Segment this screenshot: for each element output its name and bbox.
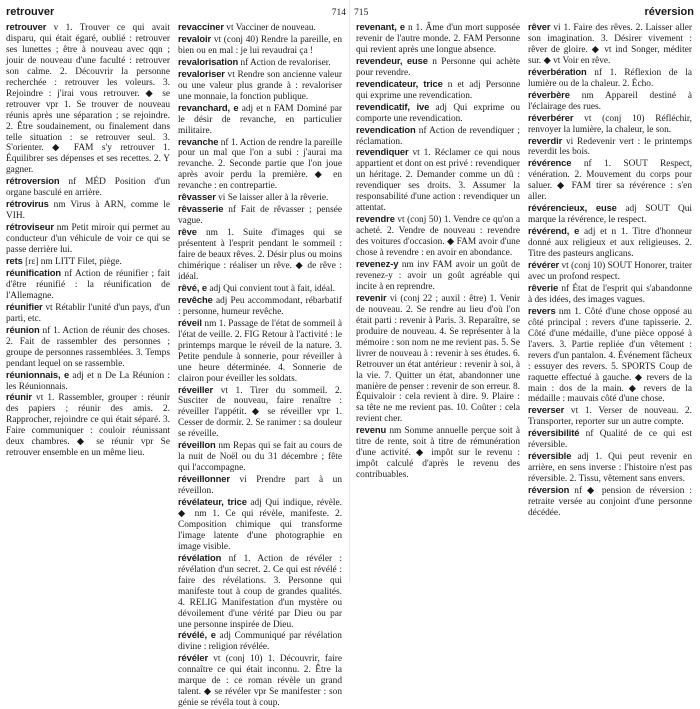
dictionary-entry — [6, 302, 170, 325]
dictionary-entry — [178, 137, 342, 193]
entry-headword: réveil — [178, 316, 202, 328]
entry-definition: nm inv FAM avoir un goût de revenez-y : avoir un goût agréable qui incite à en reprendre. — [356, 260, 520, 292]
right-page-header — [354, 6, 694, 20]
entry-definition: adj Peu accommodant, rébarbatif : personne, humeur revêche. — [178, 295, 342, 317]
entry-headword: rêvé, e — [178, 281, 208, 293]
dictionary-entry — [6, 268, 170, 302]
dictionary-entry — [178, 497, 342, 553]
entry-definition: vi (conj 22 ; auxil : être) 1. Venir de nouveau. 2. Se rendre au lieu d'où l'on était parti : revenir à Paris. 3. Reparaître, se produire de nouveau. 4. Se représenter à la mémoire : son nom ne me revient pas. 5. Se livrer de nouveau à : revenir à ses études. 6. Retrouver un état antérieur : revenir à soi, à la vie. 7. Quitter un état, abandonner une manière de penser : revenir de son erreur. 8. Équivaloir : cela revient à dire. 9. Plaire : sa tête ne me revient pas. 10. Coûter : cela revient cher. — [356, 293, 520, 425]
dictionary-entry — [356, 125, 520, 148]
dictionary-entry — [528, 203, 692, 226]
dictionary-entry — [178, 553, 342, 631]
entry-definition: vi Redevenir vert : le printemps reverdit les bois. — [528, 136, 692, 158]
entry-definition: vt (conj 10) Réfléchir, renvoyer la lumière, la chaleur, le son. — [528, 113, 692, 135]
entry-headword: revanchard, e — [178, 101, 239, 113]
entry-headword: revendre — [356, 213, 395, 225]
entry-headword: revanche — [178, 135, 219, 147]
column-4 — [528, 22, 692, 580]
dictionary-entry — [356, 147, 520, 214]
dictionary-entry — [178, 227, 342, 283]
entry-headword: revacciner — [178, 21, 224, 32]
entry-definition: nm Petit miroir qui permet au conducteur d'un véhicule de voir ce qui se passe derrière lui. — [6, 223, 170, 256]
entry-definition: nf Action de réunifier ; fait d'être réunifié : la réunification de l'Allemagne. — [6, 268, 170, 301]
entry-headword: revendication — [356, 123, 416, 135]
entry-headword: rets — [6, 255, 23, 267]
entry-headword: revalorisation — [178, 55, 239, 67]
entry-headword: révéler — [178, 652, 209, 664]
entry-headword: révérencieux, euse — [528, 202, 617, 214]
entry-definition: nm 1. Côté d'une chose opposé au côté principal : revers d'une tapisserie. 2. Côté d'une médaille, d'une pièce opposé à l'avers. 3. Partie repliée d'un vêtement : revers d'un pantalon. 4. Événement fâcheux : essuyer des revers. 5. SPORTS Coup de raquette effectué à gauche. ◆ revers de la main : dos de la main. ◆ revers de la médaille : mauvais côté d'une chose. — [528, 306, 692, 405]
entry-definition: nf 1. Action de réunir des choses. 2. Fait de rassembler des personnes ; groupe de personnes rassemblées. 3. Temps pendant lequel on se rassemble. — [6, 325, 170, 369]
entry-headword: réveillon — [178, 439, 216, 451]
entry-headword: revendicateur, trice — [356, 77, 443, 89]
entry-headword: révélé, e — [178, 629, 216, 641]
dictionary-entry — [528, 428, 692, 451]
page-gutter — [349, 0, 350, 582]
entry-definition: adj et n FAM Dominé par le désir de revanche, en particulier militaire. — [178, 103, 343, 136]
dictionary-entry — [528, 260, 692, 283]
entry-definition: nf État de l'esprit qui s'abandonne à des idées, des images vagues. — [528, 283, 692, 305]
entry-definition: adj Qui convient tout à fait, idéal. — [209, 283, 335, 294]
entry-headword: revenant, e — [356, 21, 405, 32]
dictionary-entry — [6, 325, 170, 370]
entry-definition: nm 1. Suite d'images qui se présentent à l'esprit pendant le sommeil : faire de beaux rêves. 2. Désir plus ou moins chimérique : réaliser un rêve. ◆ de rêve : idéal. — [178, 228, 342, 282]
entry-definition: adj et n 1. Titre d'honneur donné aux religieux et aux religieuses. 2. Titre des pasteurs anglicans. — [528, 227, 692, 260]
dictionary-entry — [528, 405, 692, 428]
entry-headword: réveillonner — [178, 473, 230, 485]
entry-definition: n 1. Âme d'un mort supposée revenir de l'autre monde. 2. FAM Personne qui revient après une longue absence. — [356, 23, 521, 55]
entry-headword: révérend, e — [528, 225, 580, 237]
entry-headword: réversion — [528, 484, 570, 496]
entry-headword: rétrovirus — [6, 198, 49, 210]
dictionary-entry — [178, 204, 342, 227]
dictionary-entry — [356, 56, 520, 79]
left-page-number: 714 — [331, 8, 346, 18]
entry-definition: vt Rendre son ancienne valeur ou une valeur plus grande à : revaloriser une monnaie, la fonction publique. — [178, 69, 342, 102]
entry-headword: revenir — [356, 291, 387, 303]
entry-definition: vt 1. Verser de nouveau. 2. Transporter, reporter sur un autre compte. — [528, 406, 692, 428]
entry-headword: révélateur, trice — [178, 496, 247, 508]
entry-definition: nf ◆ pension de réversion : retraite versée au conjoint d'une personne décédée. — [528, 486, 692, 518]
entry-definition: adj et n De La Réunion : les Réunionnais. — [6, 370, 171, 392]
entry-definition: vi Prendre part à un réveillon. — [178, 475, 342, 497]
column-2 — [178, 21, 343, 709]
dictionary-entry — [6, 222, 170, 256]
entry-definition: vt (conj 50) 1. Vendre ce qu'on a acheté. 2. Vendre de nouveau : revendre des voitures d'occasion. ◆ FAM avoir d'une chose à revendre : en avoir en abondance. — [356, 215, 521, 259]
entry-definition: adj SOUT Qui marque la révérence, le respect. — [528, 204, 692, 226]
dictionary-entry — [178, 103, 342, 137]
dictionary-entry — [356, 79, 520, 102]
entry-definition: nf 1. Réflexion de la lumière ou de la chaleur. 2. Écho. — [528, 67, 692, 89]
entry-headword: révérence — [528, 157, 572, 169]
dictionary-entry — [528, 113, 692, 136]
entry-headword: réunifier — [6, 300, 43, 312]
entry-definition: vt 1. Tirer du sommeil. 2. Susciter de nouveau, faire renaître : réveiller l'appétit. ◆ se réveiller vpr 1. Cesser de dormir. 2. Se ranimer : sa douleur se réveille. — [178, 385, 342, 440]
entry-headword: révérer — [528, 259, 560, 271]
dictionary-entry — [528, 306, 692, 406]
entry-definition: adj Qui indique, révèle. ◆ nm 1. Ce qui révèle, manifeste. 2. Composition chimique qui transforme l'image latente d'une photographie en image visible. — [178, 498, 342, 552]
entry-definition: adj 1. Qui peut revenir en arrière, en sens inverse : l'histoire n'est pas réversible. 2. Tissu, vêtement sans envers. — [528, 452, 692, 485]
dictionary-entry — [178, 440, 342, 474]
entry-headword: rêverie — [528, 281, 559, 293]
entry-definition: n Personne qui achète pour revendre. — [356, 56, 520, 78]
dictionary-entry — [178, 295, 342, 318]
entry-definition: vt (conj 40) Rendre la pareille, en bien ou en mal : je lui revaudrai ça ! — [178, 34, 342, 56]
left-header-word: retrouver — [6, 6, 55, 18]
column-1 — [6, 22, 170, 580]
entry-definition: adj Qui exprime ou comporte une revendication. — [356, 102, 520, 124]
dictionary-entry — [528, 158, 692, 203]
dictionary-entry — [178, 385, 342, 441]
entry-headword: revêche — [178, 293, 213, 305]
entry-definition: vi 1. Faire des rêves. 2. Laisser aller son imagination. 3. Désirer vivement : rêver de gloire. ◆ vt ind Songer, méditer sur. ◆ vt Voir en rêve. — [528, 23, 692, 66]
entry-definition: vi Se laisser aller à la rêverie. — [218, 193, 329, 204]
entry-definition: nf Fait de rêvasser ; pensée vague. — [178, 205, 342, 227]
entry-definition: adj Communiqué par révélation divine : religion révélée. — [178, 631, 342, 653]
entry-headword: réverbère — [528, 88, 570, 100]
dictionary-entry — [356, 425, 520, 481]
dictionary-entry — [528, 226, 692, 260]
dictionary-entry — [356, 259, 520, 293]
dictionary-entry — [6, 370, 170, 393]
column-3 — [356, 22, 520, 580]
entry-definition: nf 1. Action de révéler : révélation d'un secret. 2. Ce qui est révélé : faire des révélations. 3. Personne qui manifeste tout à coup de grandes qualités. 4. RELIG Manifestation d'un mystère ou dévoilement d'une vérité par Dieu ou par une personne inspirée de Dieu. — [178, 553, 342, 630]
entry-definition: nm 1. Passage de l'état de sommeil à l'état de veille. 2. FIG Retour à l'activité : le printemps marque le réveil de la nature. 3. Petite pendule à sonnerie, pour réveiller à une heure déterminée. 4. Sonnerie de clairon pour éveiller les soldats. — [178, 318, 342, 384]
entry-headword: réunionnais, e — [6, 368, 70, 380]
entry-headword: rêve — [178, 226, 197, 238]
entry-headword: réverbération — [528, 65, 587, 77]
right-page-number: 715 — [354, 8, 369, 18]
entry-headword: réunification — [6, 266, 61, 278]
dictionary-entry — [528, 283, 692, 306]
entry-headword: réversible — [528, 450, 572, 462]
dictionary-entry — [178, 653, 342, 709]
dictionary-entry — [178, 318, 342, 385]
entry-definition: nm Somme annuelle perçue soit à titre de rente, soit à titre de rémunération d'une activité. ◆ impôt sur le revenu : impôt calculé d'après le revenu des contribuables. — [356, 426, 520, 481]
entry-headword: revendiquer — [356, 146, 409, 158]
entry-definition: nm Repas qui se fait au cours de la nuit de Noël ou du 31 décembre ; fête qui l'accompagne. — [178, 441, 342, 474]
entry-definition: nf Qualité de ce qui est réversible. — [528, 429, 692, 451]
entry-headword: reverser — [528, 404, 565, 416]
dictionary-entry — [6, 176, 170, 199]
entry-definition: vt 1. Rassembler, grouper : réunir des papiers ; réunir des amis. 2. Rapprocher, rejoindre ce qui était séparé. 3. Faire communiquer : couloir réunissant deux chambres. ◆ se réunir vpr Se retrouver ensemble en un même lieu. — [6, 393, 170, 459]
dictionary-entry — [178, 474, 342, 497]
entry-definition: vt (conj 10) SOUT Honorer, traiter avec un profond respect. — [528, 261, 692, 282]
dictionary-entry — [528, 22, 692, 67]
dictionary-entry — [356, 22, 520, 56]
entry-headword: revenu — [356, 424, 387, 436]
entry-definition: [rɛ] nm LITT Filet, piège. — [25, 257, 122, 268]
entry-headword: revendeur, euse — [356, 54, 428, 66]
entry-headword: rêver — [528, 21, 551, 32]
entry-definition: nf 1. SOUT Respect, vénération. 2. Mouvement du corps pour saluer. ◆ FAM tirer sa révérence : s'en aller. — [528, 159, 692, 203]
entry-definition: n et adj Personne qui exprime une revendication. — [356, 79, 521, 101]
dictionary-entry — [356, 102, 520, 125]
entry-headword: revenez-y — [356, 258, 399, 270]
dictionary-entry — [528, 451, 692, 485]
dictionary-entry — [178, 69, 342, 103]
dictionary-entry — [6, 199, 170, 222]
dictionary-entry — [178, 34, 342, 57]
entry-definition: nf 1. Action de rendre la pareille pour un mal que l'on a subi : j'aurai ma revanche. 2. Seconde partie que l'on joue après avoir perdu la première. ◆ en revanche : en contrepartie. — [178, 137, 342, 192]
dictionary-entry — [528, 136, 692, 159]
entry-headword: rétroversion — [6, 175, 60, 187]
entry-definition: nm Virus à ARN, comme le VIH. — [6, 200, 170, 222]
entry-headword: réunir — [6, 391, 32, 403]
entry-headword: réveiller — [178, 383, 214, 395]
dictionary-entry — [356, 293, 520, 425]
entry-definition: nf Action de revendiquer ; réclamation. — [356, 125, 520, 147]
entry-headword: réunion — [6, 323, 40, 335]
entry-definition: vt 1. Réclamer ce qui nous appartient et dont on est privé : revendiquer un héritage. 2. Demander comme un dû : revendiquer ses droits. 3. Assumer la responsabilité d'une action : revendiquer un attentat. — [356, 148, 521, 214]
dictionary-entry — [6, 392, 170, 459]
entry-definition: nf Action de revaloriser. — [240, 57, 331, 68]
dictionary-entry — [178, 630, 342, 653]
entry-definition: nf MÉD Position d'un organe basculé en arrière. — [6, 177, 170, 199]
entry-headword: révélation — [178, 551, 222, 563]
entry-headword: rétroviseur — [6, 221, 54, 233]
entry-headword: réverbérer — [528, 111, 574, 123]
entry-headword: retrouver — [6, 21, 47, 32]
left-page-header — [6, 6, 346, 20]
dictionary-entry — [528, 67, 692, 90]
dictionary-entry — [356, 214, 520, 259]
dictionary-entry — [528, 485, 692, 519]
entry-headword: reverdir — [528, 134, 563, 146]
entry-headword: revaloriser — [178, 67, 225, 79]
entry-headword: rêvasserie — [178, 203, 224, 215]
entry-definition: nm Appareil destiné à l'éclairage des rues. — [528, 90, 692, 112]
dictionary-entry — [6, 22, 170, 176]
entry-headword: revers — [528, 304, 556, 316]
right-header-word: réversion — [644, 6, 694, 18]
dictionary-entry — [528, 90, 692, 113]
entry-headword: rêvasser — [178, 191, 216, 203]
entry-headword: réversibilité — [528, 427, 580, 439]
entry-headword: revaloir — [178, 32, 212, 44]
entry-definition: v 1. Trouver ce qui avait disparu, qui était égaré, oublié : retrouver ses lunettes ; être à nouveau avec qqn ; jouir de nouveau d'une faculté : retrouver son calme. 2. Découvrir la personne recherchée : retrouver les voleurs. 3. Rejoindre : j'irai vous retrouver. ◆ se retrouver vpr 1. Se trouver de nouveau réunis après une séparation ; se rejoindre. 2. Être soudainement, ou finalement dans telle situation : se retrouver seul. 3. S'orienter. ◆ FAM s'y retrouver 1. Équilibrer ses dépenses et ses recettes. 2. Y gagner. — [6, 23, 170, 176]
entry-headword: revendicatif, ive — [356, 100, 430, 112]
entry-definition: vt (conj 10) 1. Découvrir, faire connaître ce qui était inconnu. 2. Être la marque de : ce roman révèle un grand talent. ◆ se révéler vpr Se manifester : son génie se révéla tout à coup. — [178, 654, 343, 709]
entry-definition: vt Rétablir l'unité d'un pays, d'un parti, etc. — [6, 302, 170, 324]
entry-definition: vt Vacciner de nouveau. — [226, 23, 316, 33]
